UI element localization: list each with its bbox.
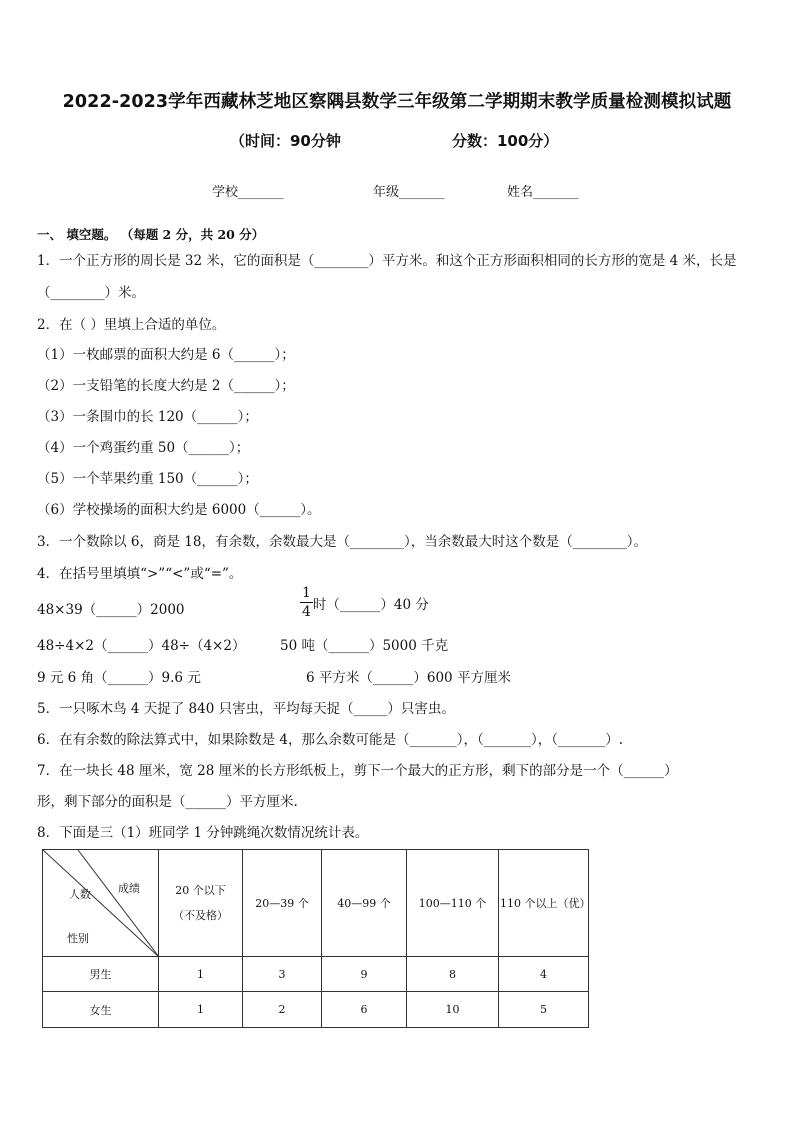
table-header-cell: 20—39 个: [243, 850, 322, 957]
question-4-row1-left: 48×39（______）2000: [37, 602, 185, 618]
question-7-line-1: 7．在一块长 48 厘米，宽 28 厘米的长方形纸板上，剪下一个最大的正方形，剩下的部分是一个（______）: [37, 763, 678, 779]
question-4-intro: 4．在括号里填填“>”“<”或“=”。: [37, 566, 243, 582]
table-cell: 3: [243, 957, 322, 992]
question-2-item: （2）一支铅笔的长度大约是 2（______）；: [37, 378, 295, 394]
grade-field: 年级_______: [373, 185, 445, 200]
diagonal-line: [43, 850, 159, 957]
table-cell: 1: [159, 992, 243, 1028]
corner-label-count: 人数: [69, 888, 91, 901]
name-field: 姓名_______: [507, 185, 579, 200]
table-header-line: 20 个以下: [175, 883, 226, 897]
fraction-numerator: 1: [302, 585, 311, 601]
question-1-line-2: （________）米。: [37, 285, 145, 301]
table-row-label: 男生: [43, 957, 159, 992]
question-2-item: （1）一枚邮票的面积大约是 6（______）；: [37, 347, 295, 363]
section-heading: 一、 填空题。 （每题 2 分，共 20 分）: [37, 227, 265, 242]
corner-label-score: 成绩: [118, 882, 140, 895]
question-4-row1-right: [300, 586, 429, 619]
exam-score: 分数：100分）: [452, 132, 559, 150]
table-cell: 5: [499, 992, 589, 1028]
jump-rope-table: [42, 849, 589, 1028]
exam-time: （时间：90分钟: [230, 132, 341, 150]
table-header-cell: 100—110 个: [407, 850, 499, 957]
school-field: 学校_______: [212, 185, 284, 200]
table-header-cell: [159, 850, 243, 957]
question-4-row3-right: 6 平方米（______）600 平方厘米: [306, 670, 511, 686]
table-cell: 6: [322, 992, 407, 1028]
question-4-row3-left: 9 元 6 角（______）9.6 元: [37, 670, 201, 686]
table-row-label: 女生: [43, 992, 159, 1028]
table-cell: 9: [322, 957, 407, 992]
table-header-line: （不及格）: [173, 909, 228, 922]
question-6: 6．在有余数的除法算式中，如果除数是 4，那么余数可能是（_______），（_______），（_______）.: [37, 732, 624, 748]
fraction: [300, 586, 313, 619]
question-1-line-1: 1．一个正方形的周长是 32 米，它的面积是（________）平方米。和这个正方形面积相同的长方形的宽是 4 米，长是: [37, 253, 737, 269]
table-row: [43, 992, 589, 1028]
table-cell: 8: [407, 957, 499, 992]
table-header-cell: 40—99 个: [322, 850, 407, 957]
corner-label-gender: 性别: [67, 932, 89, 945]
table-cell: 4: [499, 957, 589, 992]
corner-diagonal-lines: [43, 850, 159, 957]
table-header-row: [43, 850, 589, 957]
table-cell: 2: [243, 992, 322, 1028]
table-row: [43, 957, 589, 992]
table-cell: 10: [407, 992, 499, 1028]
table-corner-cell: [43, 850, 159, 957]
diagonal-line: [78, 850, 159, 957]
question-7-line-2: 形，剩下部分的面积是（______）平方厘米.: [37, 794, 298, 810]
table-header-cell: 110 个以上（优）: [499, 850, 589, 957]
question-3: 3．一个数除以 6，商是 18，有余数，余数最大是（________），当余数最大时这个数是（________）。: [37, 534, 647, 550]
question-2-intro: 2．在（ ）里填上合适的单位。: [37, 317, 226, 333]
table-cell: 1: [159, 957, 243, 992]
question-4-row2-left: 48÷4×2（______）48÷（4×2）: [37, 638, 246, 654]
question-8-intro: 8．下面是三（1）班同学 1 分钟跳绳次数情况统计表。: [37, 825, 369, 841]
fraction-denominator: 4: [302, 604, 311, 620]
question-5: 5．一只啄木鸟 4 天捉了 840 只害虫，平均每天捉（_____）只害虫。: [37, 701, 455, 717]
page-title: 2022-2023学年西藏林芝地区察隅县数学三年级第二学期期末教学质量检测模拟试题: [62, 92, 732, 112]
question-4-row2-right: 50 吨（______）5000 千克: [280, 638, 449, 654]
question-2-item: （6）学校操场的面积大约是 6000（______）。: [37, 502, 321, 518]
question-2-item: （5）一个苹果约重 150（______）；: [37, 471, 258, 487]
question-4-row1-right-text: 时（______）40 分: [312, 596, 429, 613]
question-2-item: （3）一条围巾的长 120（______）；: [37, 409, 258, 425]
question-2-item: （4）一个鸡蛋约重 50（______）；: [37, 440, 250, 456]
